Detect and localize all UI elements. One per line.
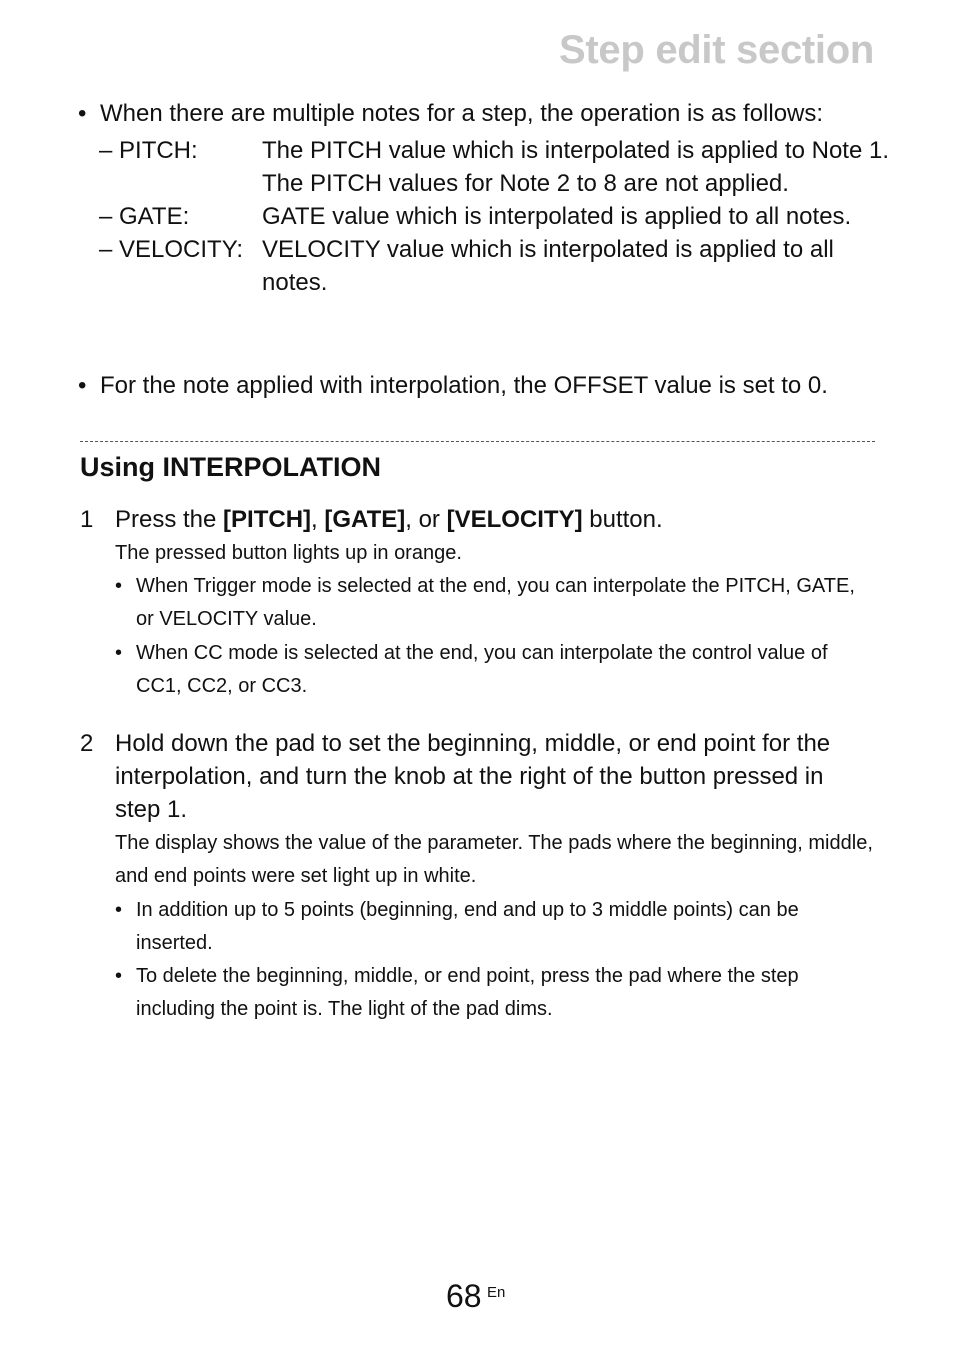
pitch-button-label: [PITCH] (223, 506, 312, 533)
definition-term: – PITCH: (99, 137, 198, 164)
step-bullet-text: In addition up to 5 points (beginning, end and up to 3 middle points) can be inserted. (136, 899, 799, 954)
definition-gate (99, 200, 889, 233)
definition-desc: VELOCITY value which is interpolated is applied to all notes. (262, 236, 834, 296)
step-text-part: , (311, 506, 325, 533)
page-number: 68 (446, 1278, 482, 1314)
definition-list (99, 134, 889, 299)
step-bullet-text: When Trigger mode is selected at the end, you can interpolate the PITCH, GATE, or VELOCITY value. (136, 575, 855, 630)
step-text-part: button. (582, 506, 663, 533)
step-number: 1 (80, 506, 94, 533)
bullet-dot: • (78, 100, 87, 127)
definition-pitch (99, 134, 889, 200)
step-text-part: , or (405, 506, 447, 533)
section-heading: Using INTERPOLATION (80, 452, 381, 482)
section-title: Step edit section (559, 28, 874, 72)
intro-bullet-text: For the note applied with interpolation, the OFFSET value is set to 0. (100, 372, 828, 399)
step-note: The pressed button lights up in orange. (115, 542, 462, 564)
definition-velocity (99, 233, 889, 299)
bullet-dot: • (78, 372, 87, 399)
intro-bullet-text: When there are multiple notes for a step, the operation is as follows: (100, 100, 824, 127)
definition-term: – VELOCITY: (99, 236, 244, 263)
step-bullet-text: To delete the beginning, middle, or end point, press the pad where the step including the point is. The light of the pad dims. (136, 965, 799, 1020)
step-bullet (115, 894, 875, 960)
dashed-divider (80, 441, 875, 442)
step-number: 2 (80, 730, 94, 757)
step-bullet-text: When CC mode is selected at the end, you can interpolate the control value of CC1, CC2, or CC3. (136, 642, 828, 697)
page-language: En (487, 1284, 506, 1301)
step-bullet (115, 570, 875, 636)
step-text-part: Press the (115, 506, 224, 533)
velocity-button-label: [VELOCITY] (446, 506, 583, 533)
definition-desc: GATE value which is interpolated is applied to all notes. (262, 203, 852, 230)
step-bullet (115, 960, 875, 1026)
step-instruction: Hold down the pad to set the beginning, middle, or end point for the interpolation, and turn the knob at the right of the button pressed in step 1. (115, 730, 831, 823)
step-instruction (115, 503, 875, 536)
bullet-dot: • (115, 575, 123, 597)
definition-desc: The PITCH value which is interpolated is applied to Note 1. The PITCH values for Note 2 to 8 are not applied. (262, 137, 889, 197)
bullet-dot: • (115, 965, 123, 987)
bullet-dot: • (115, 642, 123, 664)
definition-term: – GATE: (99, 203, 190, 230)
step-bullet (115, 637, 875, 703)
bullet-dot: • (115, 899, 123, 921)
gate-button-label: [GATE] (324, 506, 406, 533)
step-note: The display shows the value of the parameter. The pads where the beginning, middle, and end points were set light up in white. (115, 832, 873, 887)
